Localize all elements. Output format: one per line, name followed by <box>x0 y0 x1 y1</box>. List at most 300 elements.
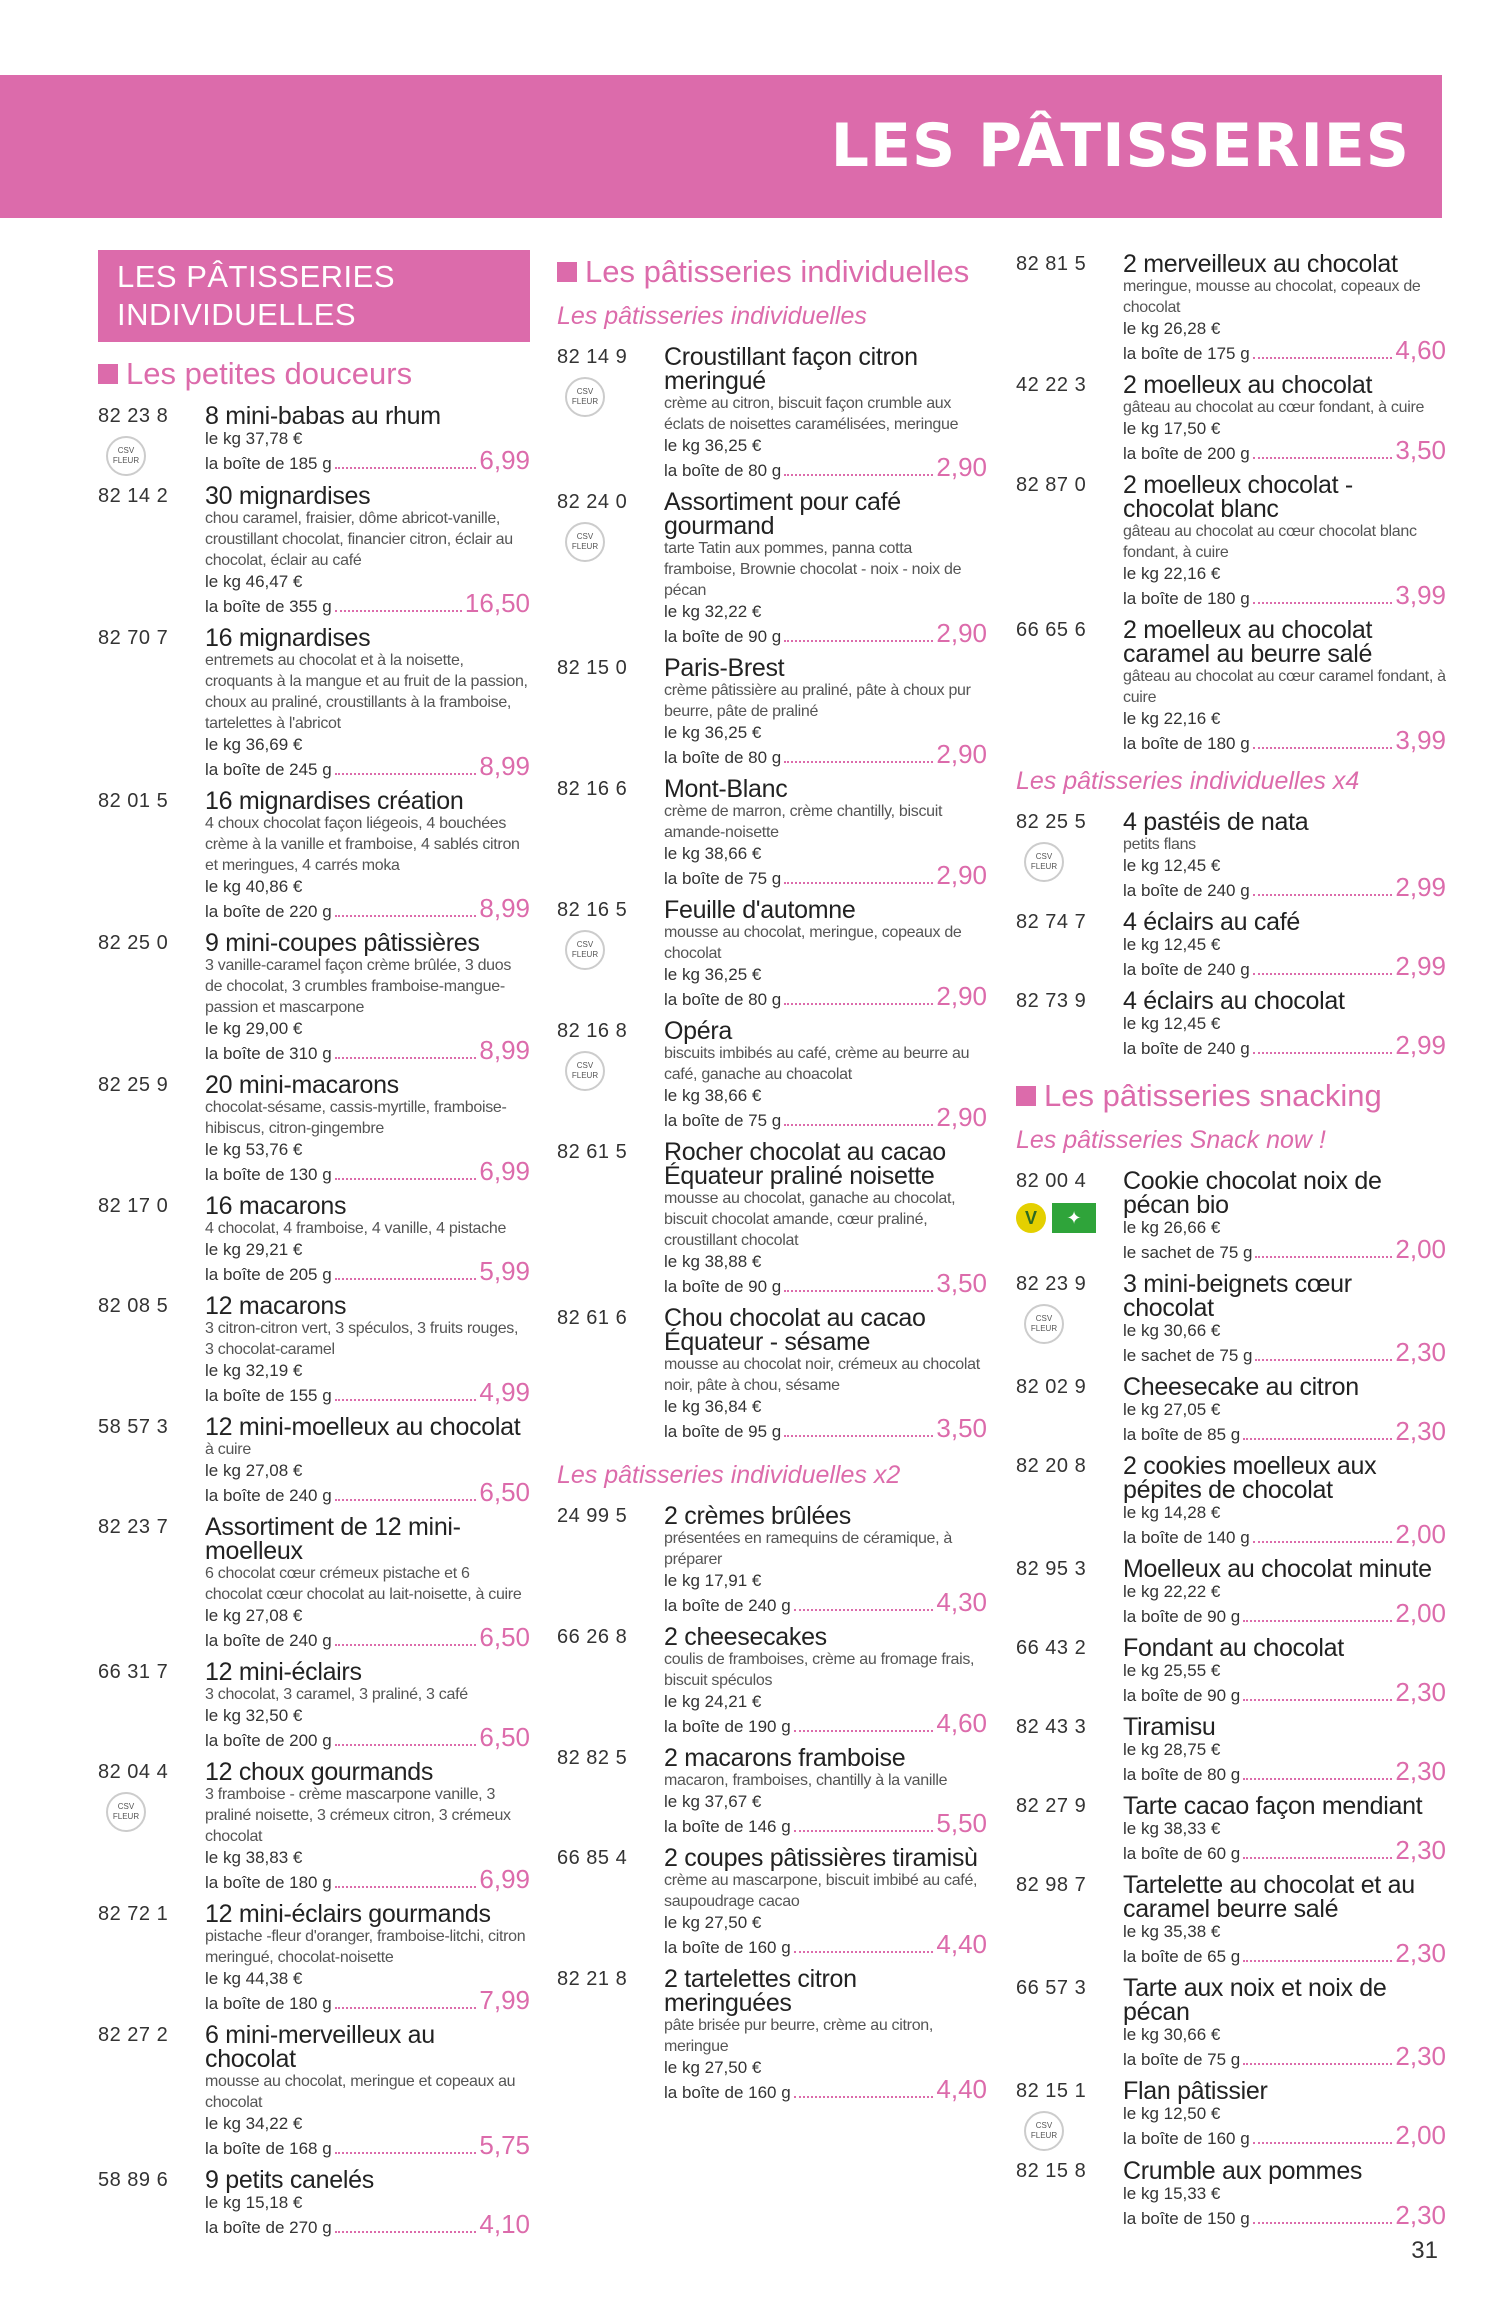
product-name: 2 cheesecakes <box>664 1623 827 1651</box>
product-price: 3,50 <box>936 1413 987 1443</box>
product-code: 66 43 2 <box>1016 1637 1087 1659</box>
product-code-column <box>98 1294 205 1407</box>
product-description: 6 chocolat cœur crémeux pistache et 6 chocolat cœur chocolat au lait-noisette, à cuire <box>205 1565 522 1603</box>
product-price: 2,99 <box>1395 1030 1446 1060</box>
package-size: la boîte de 245 g <box>205 760 332 779</box>
product-list <box>1016 252 1446 755</box>
product-details <box>1123 910 1446 981</box>
package-size: la boîte de 180 g <box>205 1994 332 2013</box>
price-per-kg: le kg 37,67 € <box>664 1792 762 1811</box>
product-item <box>98 1760 530 1894</box>
product-code: 82 00 4 <box>1016 1170 1087 1192</box>
package-size: la boîte de 200 g <box>205 1731 332 1750</box>
column-individuelles <box>557 250 987 2112</box>
product-description: meringue, mousse au chocolat, copeaux de chocolat <box>1123 278 1421 316</box>
product-name: 6 mini-merveilleux au chocolat <box>205 2021 435 2073</box>
price-row <box>1123 1030 1446 1060</box>
product-code: 66 57 3 <box>1016 1977 1087 1999</box>
product-description: 3 chocolat, 3 caramel, 3 praliné, 3 café <box>205 1686 468 1703</box>
price-row <box>205 588 530 618</box>
product-code: 82 70 7 <box>98 627 169 649</box>
product-price: 6,99 <box>479 1156 530 1186</box>
product-code-column <box>557 1140 664 1298</box>
product-code-column <box>557 1504 664 1617</box>
product-price: 8,99 <box>479 751 530 781</box>
dotted-leader <box>1253 894 1393 896</box>
package-size: la boîte de 355 g <box>205 597 332 616</box>
price-per-kg: le kg 25,55 € <box>1123 1661 1221 1680</box>
product-item <box>557 1504 987 1617</box>
product-item <box>557 1625 987 1738</box>
product-details <box>205 1902 530 2015</box>
product-code: 58 57 3 <box>98 1416 169 1438</box>
product-item <box>1016 252 1446 365</box>
product-name: Assortiment pour café gourmand <box>664 488 901 540</box>
product-item <box>1016 1873 1446 1968</box>
product-code-column <box>1016 1169 1123 1264</box>
dotted-leader <box>794 1951 934 1953</box>
price-per-kg: le kg 26,28 € <box>1123 319 1221 338</box>
price-row <box>664 2074 987 2104</box>
product-code-column <box>557 1625 664 1738</box>
product-code: 82 23 8 <box>98 405 169 427</box>
product-details <box>205 1194 530 1286</box>
dotted-leader <box>335 1057 477 1059</box>
product-code: 82 23 7 <box>98 1516 169 1538</box>
dotted-leader <box>784 1003 933 1005</box>
price-row <box>1123 580 1446 610</box>
product-details <box>1123 1375 1446 1446</box>
dotted-leader <box>335 1178 477 1180</box>
product-description: 4 choux chocolat façon liégeois, 4 bouchées crème à la vanille et framboise, 4 sablés citron et meringues, 4 carrés moka <box>205 815 520 874</box>
price-per-kg: le kg 22,16 € <box>1123 564 1221 583</box>
product-name: 16 mignardises création <box>205 787 464 815</box>
product-code-column <box>98 1515 205 1652</box>
product-name: 2 macarons framboise <box>664 1744 906 1772</box>
product-price: 2,30 <box>1395 1756 1446 1786</box>
product-list <box>98 404 530 2239</box>
price-per-kg: le kg 27,08 € <box>205 1461 303 1480</box>
price-row <box>205 1156 530 1186</box>
subsection-title: Les pâtisseries Snack now ! <box>1016 1126 1326 1154</box>
product-price: 4,40 <box>936 1929 987 1959</box>
dotted-leader <box>335 773 477 775</box>
product-description: 3 framboise - crème mascarpone vanille, 3 praliné noisette, 3 crémeux citron, 3 crémeux chocolat <box>205 1786 511 1845</box>
product-price: 2,90 <box>936 618 987 648</box>
price-per-kg: le kg 32,22 € <box>664 602 762 621</box>
product-item <box>557 490 987 648</box>
product-name: 2 tartelettes citron meringuées <box>664 1965 857 2017</box>
product-description: 3 vanille-caramel façon crème brûlée, 3 duos de chocolat, 3 crumbles framboise-mangue-passion et mascarpone <box>205 957 512 1016</box>
price-per-kg: le kg 27,50 € <box>664 2058 762 2077</box>
price-per-kg: le kg 30,66 € <box>1123 1321 1221 1340</box>
product-item <box>98 789 530 923</box>
price-row <box>664 1413 987 1443</box>
vegan-label-icon: V <box>1016 1203 1046 1233</box>
price-per-kg: le kg 14,28 € <box>1123 1503 1221 1522</box>
price-per-kg: le kg 12,45 € <box>1123 1014 1221 1033</box>
product-code: 82 16 8 <box>557 1020 628 1042</box>
price-row <box>664 739 987 769</box>
product-code-column <box>557 1746 664 1838</box>
product-price: 2,00 <box>1395 2120 1446 2150</box>
product-price: 3,99 <box>1395 725 1446 755</box>
product-details <box>664 1967 987 2104</box>
product-item <box>98 1415 530 1507</box>
product-details <box>205 1415 530 1507</box>
square-bullet-icon <box>98 364 118 384</box>
product-code: 82 25 5 <box>1016 811 1087 833</box>
product-code: 82 98 7 <box>1016 1874 1087 1896</box>
package-size: la boîte de 155 g <box>205 1386 332 1405</box>
dotted-leader <box>1253 602 1393 604</box>
price-per-kg: le kg 36,84 € <box>664 1397 762 1416</box>
product-code-column <box>1016 2079 1123 2151</box>
product-name: 2 moelleux chocolat - chocolat blanc <box>1123 471 1353 523</box>
product-details <box>664 777 987 890</box>
product-code-column <box>98 626 205 781</box>
product-details <box>664 898 987 1011</box>
package-size: la boîte de 190 g <box>664 1717 791 1736</box>
product-item <box>1016 810 1446 902</box>
price-per-kg: le kg 36,69 € <box>205 735 303 754</box>
product-code-column <box>98 2023 205 2160</box>
product-item <box>1016 618 1446 755</box>
product-list <box>557 345 987 1443</box>
producer-logo-icon: CSV FLEUR <box>565 522 605 562</box>
product-code-column <box>1016 1976 1123 2071</box>
price-row <box>205 1477 530 1507</box>
price-row <box>664 1268 987 1298</box>
price-per-kg: le kg 29,21 € <box>205 1240 303 1259</box>
product-code: 82 43 3 <box>1016 1716 1087 1738</box>
package-size: la boîte de 80 g <box>664 990 782 1009</box>
dotted-leader <box>335 1744 477 1746</box>
product-description: gâteau au chocolat au cœur fondant, à cuire <box>1123 399 1425 416</box>
producer-logo-icon: CSV FLEUR <box>106 436 146 476</box>
package-size: la boîte de 168 g <box>205 2139 332 2158</box>
price-row <box>205 893 530 923</box>
product-code: 82 08 5 <box>98 1295 169 1317</box>
package-size: la boîte de 180 g <box>1123 589 1250 608</box>
price-per-kg: le kg 12,45 € <box>1123 935 1221 954</box>
product-description: crème de marron, crème chantilly, biscuit amande-noisette <box>664 803 943 841</box>
product-description: mousse au chocolat, ganache au chocolat, biscuit chocolat amande, cœur praliné, croustillant chocolat <box>664 1190 956 1249</box>
price-row <box>664 860 987 890</box>
dotted-leader <box>1253 2222 1393 2224</box>
price-per-kg: le kg 27,08 € <box>205 1606 303 1625</box>
product-code: 82 95 3 <box>1016 1558 1087 1580</box>
product-price: 2,90 <box>936 452 987 482</box>
product-name: 12 mini-éclairs <box>205 1658 362 1686</box>
price-row <box>1123 1519 1446 1549</box>
product-details <box>664 1306 987 1443</box>
square-bullet-icon <box>1016 1086 1036 1106</box>
product-name: 3 mini-beignets cœur chocolat <box>1123 1270 1352 1322</box>
price-per-kg: le kg 29,00 € <box>205 1019 303 1038</box>
product-details <box>1123 1454 1446 1549</box>
price-per-kg: le kg 38,66 € <box>664 844 762 863</box>
producer-logo-icon: CSV FLEUR <box>565 930 605 970</box>
product-name: Mont-Blanc <box>664 775 788 803</box>
product-name: Rocher chocolat au cacao Équateur praliné noisette <box>664 1138 946 1190</box>
product-price: 2,00 <box>1395 1234 1446 1264</box>
package-size: le sachet de 75 g <box>1123 1243 1253 1262</box>
dotted-leader <box>784 474 933 476</box>
price-per-kg: le kg 38,83 € <box>205 1848 303 1867</box>
product-item <box>98 1515 530 1652</box>
product-name: 8 mini-babas au rhum <box>205 402 441 430</box>
product-description: 3 citron-citron vert, 3 spéculos, 3 fruits rouges, 3 chocolat-caramel <box>205 1320 519 1358</box>
product-item <box>557 1019 987 1132</box>
price-row <box>664 1929 987 1959</box>
product-price: 4,30 <box>936 1587 987 1617</box>
price-per-kg: le kg 17,91 € <box>664 1571 762 1590</box>
product-code-column <box>1016 989 1123 1060</box>
product-description: gâteau au chocolat au cœur chocolat blanc fondant, à cuire <box>1123 523 1417 561</box>
dotted-leader <box>784 1124 933 1126</box>
product-item <box>98 1902 530 2015</box>
product-price: 2,90 <box>936 739 987 769</box>
product-price: 3,50 <box>1395 435 1446 465</box>
price-per-kg: le kg 12,45 € <box>1123 856 1221 875</box>
package-size: la boîte de 160 g <box>1123 2129 1250 2148</box>
price-row <box>1123 1416 1446 1446</box>
product-details <box>1123 1976 1446 2071</box>
dotted-leader <box>784 1435 933 1437</box>
subsection-title: Les pâtisseries individuelles x4 <box>1016 767 1360 795</box>
product-details <box>205 1073 530 1186</box>
dotted-leader <box>784 761 933 763</box>
product-name: 2 moelleux au chocolat caramel au beurre salé <box>1123 616 1373 668</box>
product-code-column <box>1016 810 1123 902</box>
product-code: 82 16 5 <box>557 899 628 921</box>
price-row <box>664 452 987 482</box>
product-name: Flan pâtissier <box>1123 2077 1268 2105</box>
package-size: la boîte de 90 g <box>1123 1607 1241 1626</box>
product-name: Moelleux au chocolat minute <box>1123 1555 1432 1583</box>
product-price: 6,99 <box>479 1864 530 1894</box>
package-size: la boîte de 240 g <box>205 1631 332 1650</box>
product-price: 2,30 <box>1395 1677 1446 1707</box>
product-name: Paris-Brest <box>664 654 785 682</box>
package-size: la boîte de 220 g <box>205 902 332 921</box>
product-code-column <box>1016 2159 1123 2230</box>
product-name: 2 merveilleux au chocolat <box>1123 250 1398 278</box>
product-details <box>664 1846 987 1959</box>
product-details <box>205 1515 530 1652</box>
section-title: Les pâtisseries individuelles <box>557 254 987 290</box>
price-row <box>1123 435 1446 465</box>
package-size: la boîte de 175 g <box>1123 344 1250 363</box>
product-price: 2,30 <box>1395 1835 1446 1865</box>
package-size: la boîte de 60 g <box>1123 1844 1241 1863</box>
product-description: coulis de framboises, crème au fromage frais, biscuit spéculos <box>664 1651 975 1689</box>
price-row <box>205 1864 530 1894</box>
product-price: 2,99 <box>1395 951 1446 981</box>
product-details <box>664 1746 987 1838</box>
price-per-kg: le kg 15,33 € <box>1123 2184 1221 2203</box>
product-item <box>557 1967 987 2104</box>
product-code-column <box>1016 1454 1123 1549</box>
package-size: le sachet de 75 g <box>1123 1346 1253 1365</box>
product-price: 4,40 <box>936 2074 987 2104</box>
dotted-leader <box>1253 747 1393 749</box>
product-price: 4,10 <box>479 2209 530 2239</box>
dotted-leader <box>784 640 933 642</box>
package-size: la boîte de 150 g <box>1123 2209 1250 2228</box>
dotted-leader <box>1253 357 1393 359</box>
price-per-kg: le kg 27,50 € <box>664 1913 762 1932</box>
product-code: 42 22 3 <box>1016 374 1087 396</box>
product-item <box>557 1746 987 1838</box>
product-code-column <box>557 490 664 648</box>
package-size: la boîte de 90 g <box>664 1277 782 1296</box>
product-price: 2,30 <box>1395 2041 1446 2071</box>
product-item <box>98 484 530 618</box>
product-details <box>664 345 987 482</box>
product-code: 82 14 2 <box>98 485 169 507</box>
price-row <box>664 1102 987 1132</box>
section-title: Les petites douceurs <box>98 356 530 392</box>
package-size: la boîte de 95 g <box>664 1422 782 1441</box>
product-code: 82 25 0 <box>98 932 169 954</box>
product-description: tarte Tatin aux pommes, panna cotta framboise, Brownie chocolat - noix - noix de pécan <box>664 540 962 599</box>
product-description: crème au citron, biscuit façon crumble aux éclats de noisettes caramélisées, meringue <box>664 395 959 433</box>
price-row <box>205 2209 530 2239</box>
product-item <box>1016 1794 1446 1865</box>
price-per-kg: le kg 36,25 € <box>664 723 762 742</box>
price-row <box>205 1722 530 1752</box>
price-per-kg: le kg 53,76 € <box>205 1140 303 1159</box>
product-code: 82 15 1 <box>1016 2080 1087 2102</box>
product-details <box>1123 373 1446 465</box>
product-code: 82 73 9 <box>1016 990 1087 1012</box>
product-item <box>557 777 987 890</box>
product-code-column <box>1016 1715 1123 1786</box>
page-title: LES PÂTISSERIES <box>830 111 1410 181</box>
product-code-column <box>98 1660 205 1752</box>
product-name: Assortiment de 12 mini-moelleux <box>205 1513 461 1565</box>
product-name: 16 macarons <box>205 1192 347 1220</box>
package-size: la boîte de 240 g <box>1123 1039 1250 1058</box>
price-per-kg: le kg 27,05 € <box>1123 1400 1221 1419</box>
product-code-column <box>557 777 664 890</box>
producer-logo-icon: CSV FLEUR <box>565 1051 605 1091</box>
product-details <box>205 2168 530 2239</box>
product-code: 82 82 5 <box>557 1747 628 1769</box>
price-per-kg: le kg 46,47 € <box>205 572 303 591</box>
product-details <box>664 656 987 769</box>
product-code-column <box>557 1306 664 1443</box>
product-price: 2,90 <box>936 1102 987 1132</box>
product-details <box>1123 252 1446 365</box>
package-size: la boîte de 75 g <box>1123 2050 1241 2069</box>
product-price: 4,99 <box>479 1377 530 1407</box>
price-row <box>205 1622 530 1652</box>
product-code-column <box>98 404 205 476</box>
product-code: 66 85 4 <box>557 1847 628 1869</box>
price-row <box>664 981 987 1011</box>
label-logos <box>1016 1203 1123 1233</box>
product-price: 2,99 <box>1395 872 1446 902</box>
dotted-leader <box>335 2231 477 2233</box>
dotted-leader <box>335 1399 477 1401</box>
product-code: 82 81 5 <box>1016 253 1087 275</box>
package-size: la boîte de 240 g <box>664 1596 791 1615</box>
product-code: 66 65 6 <box>1016 619 1087 641</box>
price-per-kg: le kg 22,16 € <box>1123 709 1221 728</box>
category-header: LES PÂTISSERIES INDIVIDUELLES <box>98 250 530 342</box>
product-details <box>1123 1169 1446 1264</box>
price-row <box>1123 951 1446 981</box>
product-code-column <box>98 1073 205 1186</box>
product-code-column <box>1016 1873 1123 1968</box>
dotted-leader <box>335 2007 477 2009</box>
price-per-kg: le kg 32,50 € <box>205 1706 303 1725</box>
product-price: 2,00 <box>1395 1519 1446 1549</box>
product-code: 82 72 1 <box>98 1903 169 1925</box>
dotted-leader <box>794 1609 934 1611</box>
product-description: macaron, framboises, chantilly à la vanille <box>664 1772 948 1789</box>
product-details <box>1123 1715 1446 1786</box>
product-code-column <box>1016 910 1123 981</box>
product-price: 2,30 <box>1395 2200 1446 2230</box>
product-item <box>1016 1636 1446 1707</box>
product-code: 82 01 5 <box>98 790 169 812</box>
dotted-leader <box>335 1499 477 1501</box>
product-name: Tarte aux noix et noix de pécan <box>1123 1974 1387 2026</box>
product-code-column <box>557 656 664 769</box>
price-row <box>1123 2200 1446 2230</box>
dotted-leader <box>335 1886 477 1888</box>
price-row <box>205 751 530 781</box>
product-price: 2,00 <box>1395 1598 1446 1628</box>
price-per-kg: le kg 32,19 € <box>205 1361 303 1380</box>
product-code-column <box>98 1415 205 1507</box>
product-description: pâte brisée pur beurre, crème au citron, meringue <box>664 2017 934 2055</box>
product-price: 5,50 <box>936 1808 987 1838</box>
price-row <box>205 445 530 475</box>
product-code: 82 04 4 <box>98 1761 169 1783</box>
package-size: la boîte de 205 g <box>205 1265 332 1284</box>
price-row <box>664 618 987 648</box>
producer-logo-icon: CSV FLEUR <box>1024 1304 1064 1344</box>
product-price: 7,99 <box>479 1985 530 2015</box>
price-row <box>205 1985 530 2015</box>
price-per-kg: le kg 38,66 € <box>664 1086 762 1105</box>
package-size: la boîte de 185 g <box>205 454 332 473</box>
producer-logo-icon: CSV FLEUR <box>565 377 605 417</box>
product-description: 4 chocolat, 4 framboise, 4 vanille, 4 pistache <box>205 1220 507 1237</box>
package-size: la boîte de 180 g <box>1123 734 1250 753</box>
product-description: mousse au chocolat noir, crémeux au chocolat noir, pâte à chou, sésame <box>664 1356 980 1394</box>
price-per-kg: le kg 22,22 € <box>1123 1582 1221 1601</box>
product-code-column <box>1016 473 1123 610</box>
product-item <box>1016 1557 1446 1628</box>
price-row <box>1123 1598 1446 1628</box>
product-details <box>664 1019 987 1132</box>
product-name: 12 mini-éclairs gourmands <box>205 1900 491 1928</box>
product-description: chou caramel, fraisier, dôme abricot-vanille, croustillant chocolat, financier citron, éclair au chocolat, éclair au café <box>205 510 513 569</box>
dotted-leader <box>1243 1620 1392 1622</box>
price-per-kg: le kg 28,75 € <box>1123 1740 1221 1759</box>
product-details <box>664 1504 987 1617</box>
product-name: 2 moelleux au chocolat <box>1123 371 1373 399</box>
product-item <box>98 2023 530 2160</box>
package-size: la boîte de 85 g <box>1123 1425 1241 1444</box>
package-size: la boîte de 130 g <box>205 1165 332 1184</box>
